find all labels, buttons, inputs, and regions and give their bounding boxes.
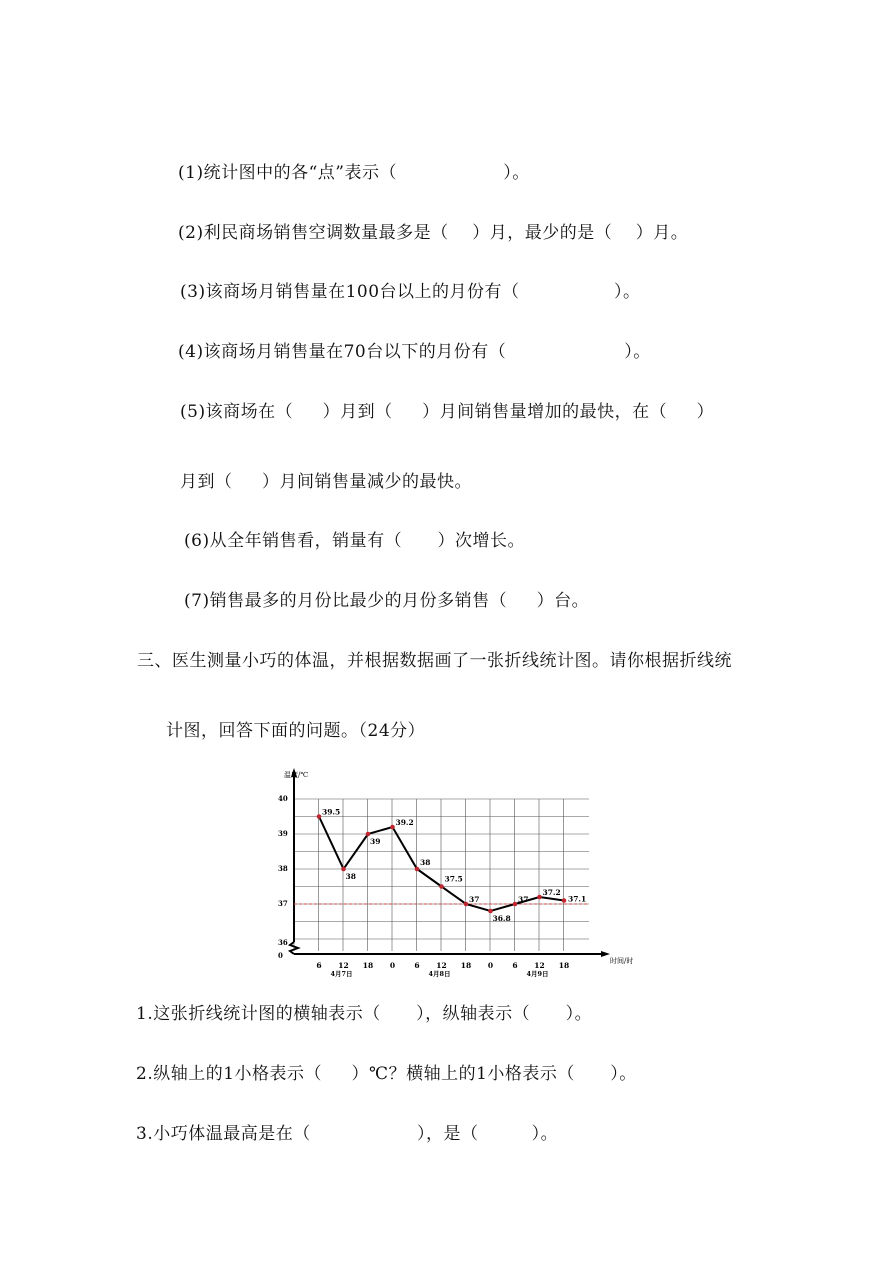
y-tick-label: 40 (278, 794, 288, 803)
question-line-7: (6)从全年销售看，销量有（ ）次增长。 (184, 531, 526, 551)
temperature-line-chart (270, 766, 650, 978)
y-tick-labels (278, 794, 288, 960)
data-label: 37.5 (444, 874, 463, 884)
data-point (341, 867, 346, 872)
chart-grid (294, 799, 589, 951)
x-tick-label: 12 (534, 961, 545, 970)
section-heading-cont: 计图，回答下面的问题。（24分） (166, 721, 426, 741)
y-axis-label: 温度/℃ (284, 771, 309, 779)
data-point (537, 895, 542, 900)
x-tick-label: 12 (338, 961, 349, 970)
data-label: 39.2 (395, 818, 414, 827)
y-tick-label: 37 (278, 899, 288, 908)
data-label: 39.5 (322, 807, 341, 817)
data-points (317, 808, 587, 924)
data-label: 37 (469, 895, 480, 904)
y-tick-label: 39 (278, 829, 288, 838)
data-label: 37.2 (542, 888, 561, 897)
question-line-1: (1)统计图中的各“点”表示（ ）。 (178, 163, 530, 183)
date-label: 4月8日 (428, 970, 451, 978)
data-point (415, 867, 420, 872)
x-axis-label: 时间/时 (610, 957, 634, 965)
question-3: 3.小巧体温最高是在（ ），是（ ）。 (136, 1124, 559, 1144)
data-point (513, 902, 518, 907)
question-line-5: (5)该商场在（ ）月到（ ）月间销售量增加的最快，在（ ） (180, 402, 715, 422)
x-tick-label: 6 (512, 961, 518, 970)
question-line-4: (4)该商场月销售量在70台以下的月份有（ ）。 (178, 342, 651, 362)
date-label: 4月7日 (330, 970, 353, 978)
x-tick-label: 18 (362, 961, 374, 970)
data-label: 36.8 (492, 914, 511, 923)
question-1: 1.这张折线统计图的横轴表示（ ），纵轴表示（ ）。 (136, 1004, 593, 1024)
x-tick-label: 18 (460, 961, 472, 970)
question-line-6: 月到（ ）月间销售量减少的最快。 (180, 472, 473, 492)
data-point (562, 898, 567, 903)
data-label: 39 (370, 837, 381, 846)
y-tick-label: 36 (278, 938, 288, 947)
data-label: 38 (345, 872, 356, 881)
data-point (390, 825, 395, 830)
x-axis-arrow (601, 951, 610, 957)
data-label: 38 (420, 858, 431, 867)
question-2: 2.纵轴上的1小格表示（ ）℃？横轴上的1小格表示（ ）。 (136, 1064, 637, 1084)
data-point (464, 902, 469, 907)
data-point (317, 814, 322, 819)
question-line-2: (2)利民商场销售空调数量最多是（ ）月，最少的是（ ）月。 (178, 223, 689, 243)
date-label: 4月9日 (526, 970, 549, 978)
x-tick-label: 18 (558, 961, 570, 970)
data-point (366, 832, 371, 837)
x-tick-labels (316, 961, 569, 978)
x-tick-label: 0 (487, 961, 494, 970)
x-tick-label: 0 (389, 961, 396, 970)
question-line-3: (3)该商场月销售量在100台以上的月份有（ ）。 (180, 282, 641, 302)
question-line-8: (7)销售最多的月份比最少的月份多销售（ ）台。 (184, 591, 590, 611)
data-point (488, 909, 493, 914)
data-point (439, 884, 444, 889)
data-label: 37.1 (568, 894, 587, 904)
y-tick-label: 0 (278, 951, 283, 960)
data-label: 37 (518, 895, 529, 904)
x-tick-label: 6 (316, 961, 322, 970)
section-heading: 三、医生测量小巧的体温，并根据数据画了一张折线统计图。请你根据折线统 (137, 651, 732, 671)
y-tick-label: 38 (278, 864, 288, 873)
x-tick-label: 6 (414, 961, 420, 970)
x-tick-label: 12 (436, 961, 447, 970)
